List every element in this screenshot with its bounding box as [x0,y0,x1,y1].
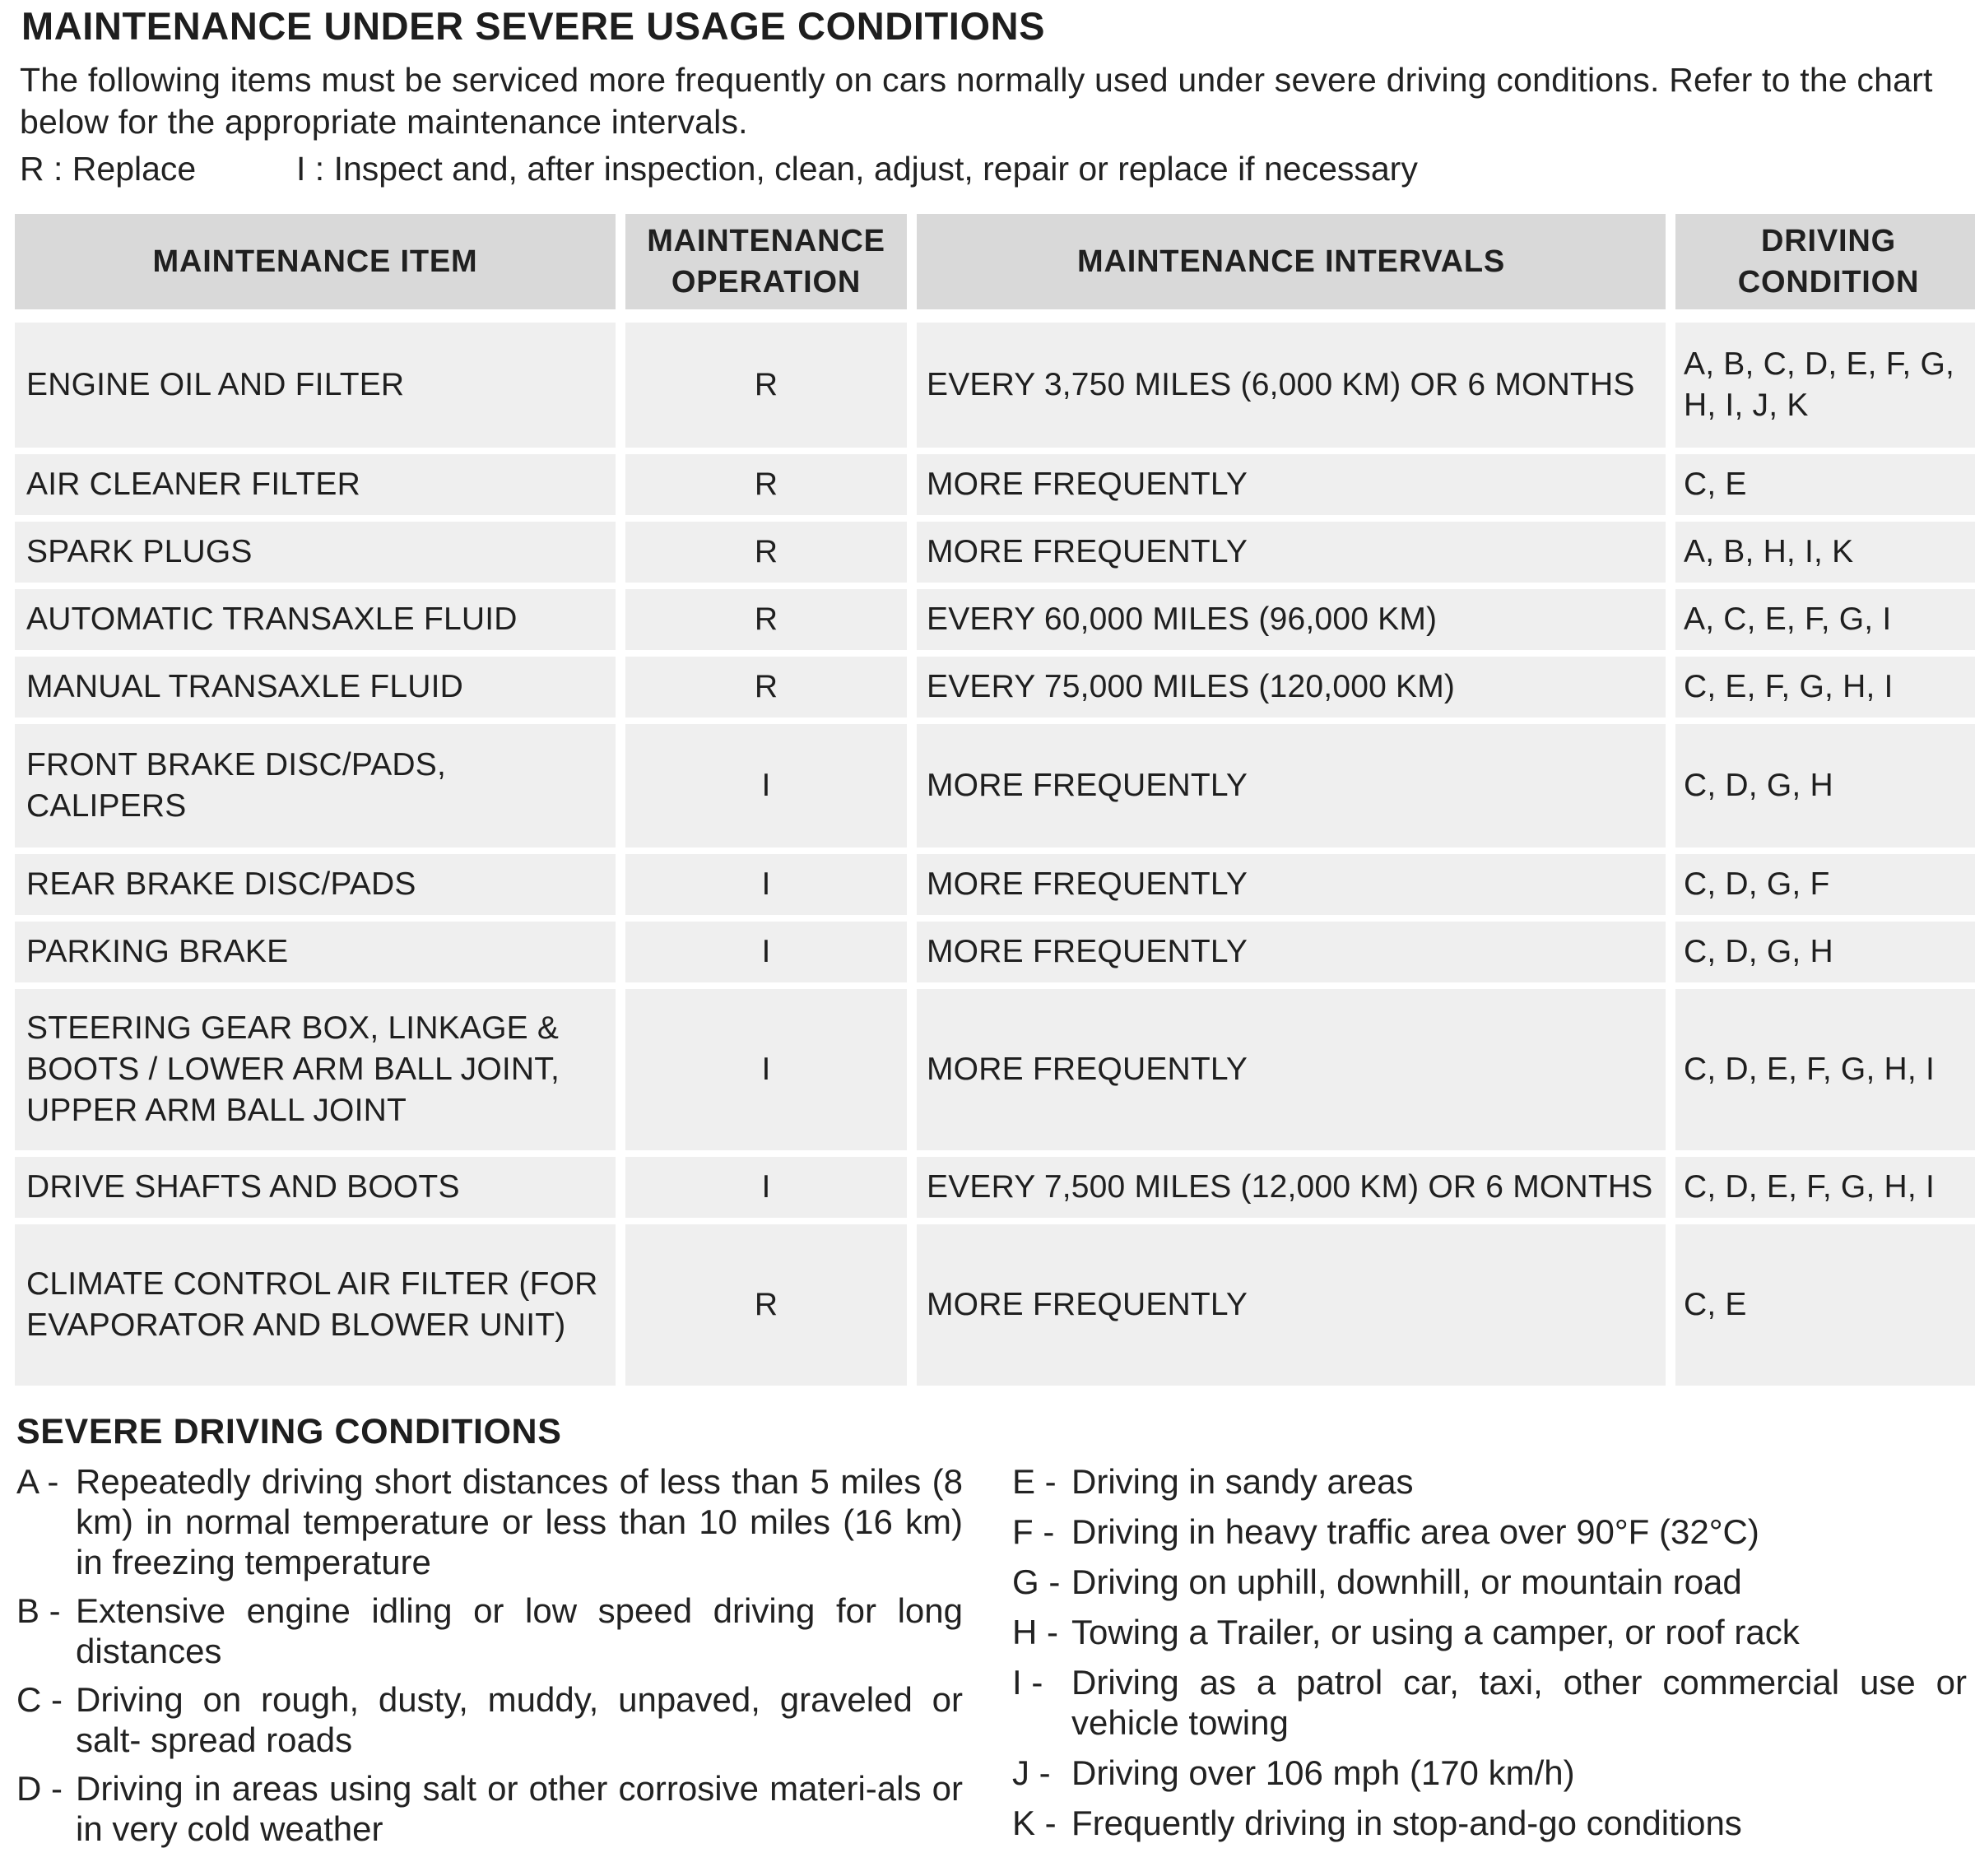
condition-text: Frequently driving in stop-and-go conditions [1071,1804,1742,1842]
cell-interval: MORE FREQUENTLY [917,989,1666,1150]
cell-interval: EVERY 75,000 MILES (120,000 KM) [917,657,1666,717]
severe-conditions-title: SEVERE DRIVING CONDITIONS [16,1412,562,1451]
condition-text: Driving in areas using salt or other corrosive materi-als or in very cold weather [76,1769,963,1848]
cell-condition: C, D, G, F [1675,854,1975,915]
cell-interval: EVERY 3,750 MILES (6,000 KM) OR 6 MONTHS [917,323,1666,448]
page-title: MAINTENANCE UNDER SEVERE USAGE CONDITIONS [21,4,1046,48]
header-maintenance-operation: MAINTENANCE OPERATION [625,214,907,309]
list-item [16,1768,963,1849]
cell-condition: C, D, G, H [1675,724,1975,847]
legend-replace: R : Replace [20,150,197,188]
operation-legend [20,148,1418,189]
cell-item: FRONT BRAKE DISC/PADS, CALIPERS [15,724,616,847]
cell-item: CLIMATE CONTROL AIR FILTER (FOR EVAPORATOR AND BLOWER UNIT) [15,1224,616,1386]
cell-item: SPARK PLUGS [15,522,616,583]
cell-interval: MORE FREQUENTLY [917,854,1666,915]
cell-condition: C, E [1675,1224,1975,1386]
table-row [15,854,1975,915]
list-item [16,1590,963,1671]
condition-text: Driving over 106 mph (170 km/h) [1071,1753,1575,1792]
cell-operation: R [625,1224,907,1386]
cell-operation: I [625,989,907,1150]
list-item [16,1461,963,1582]
table-header-row [15,214,1975,309]
condition-code: F - [1012,1512,1055,1551]
condition-code: C - [16,1680,63,1719]
condition-text: Driving on uphill, downhill, or mountain road [1071,1563,1742,1601]
table-row [15,522,1975,583]
table-row [15,922,1975,982]
condition-code: E - [1012,1462,1057,1501]
cell-item: MANUAL TRANSAXLE FLUID [15,657,616,717]
cell-operation: R [625,522,907,583]
cell-operation: R [625,323,907,448]
cell-interval: EVERY 60,000 MILES (96,000 KM) [917,589,1666,650]
maintenance-table [5,207,1975,1392]
cell-condition: C, D, E, F, G, H, I [1675,989,1975,1150]
condition-code: A - [16,1462,59,1501]
condition-text: Driving in heavy traffic area over 90°F (32°C) [1071,1512,1759,1551]
severe-conditions-left-list [16,1461,963,1857]
header-maintenance-item: MAINTENANCE ITEM [15,214,616,309]
cell-item: PARKING BRAKE [15,922,616,982]
cell-operation: I [625,922,907,982]
table-row [15,1157,1975,1218]
cell-condition: C, E, F, G, H, I [1675,657,1975,717]
table-row [15,657,1975,717]
list-item [1012,1803,1967,1843]
cell-operation: R [625,657,907,717]
cell-interval: MORE FREQUENTLY [917,454,1666,515]
table-row [15,1224,1975,1386]
list-item [1012,1562,1967,1602]
list-item [16,1679,963,1760]
cell-condition: C, D, E, F, G, H, I [1675,1157,1975,1218]
cell-item: STEERING GEAR BOX, LINKAGE & BOOTS / LOWER ARM BALL JOINT, UPPER ARM BALL JOINT [15,989,616,1150]
header-maintenance-intervals: MAINTENANCE INTERVALS [917,214,1666,309]
condition-text: Driving as a patrol car, taxi, other commercial use or vehicle towing [1071,1663,1967,1742]
cell-condition: C, D, G, H [1675,922,1975,982]
cell-item: DRIVE SHAFTS AND BOOTS [15,1157,616,1218]
cell-interval: MORE FREQUENTLY [917,522,1666,583]
condition-text: Extensive engine idling or low speed driving for long distances [76,1591,963,1670]
list-item [1012,1511,1967,1552]
cell-condition: A, C, E, F, G, I [1675,589,1975,650]
condition-code: K - [1012,1804,1057,1842]
list-item [1012,1612,1967,1652]
condition-code: J - [1012,1753,1051,1792]
cell-operation: R [625,454,907,515]
table-row [15,454,1975,515]
table-row [15,989,1975,1150]
condition-text: Driving on rough, dusty, muddy, unpaved, graveled or salt- spread roads [76,1680,963,1759]
cell-interval: MORE FREQUENTLY [917,1224,1666,1386]
condition-code: I - [1012,1663,1043,1702]
cell-item: AIR CLEANER FILTER [15,454,616,515]
cell-condition: A, B, C, D, E, F, G, H, I, J, K [1675,323,1975,448]
cell-item: REAR BRAKE DISC/PADS [15,854,616,915]
cell-operation: I [625,854,907,915]
list-item [1012,1662,1967,1743]
cell-condition: C, E [1675,454,1975,515]
condition-text: Driving in sandy areas [1071,1462,1414,1501]
condition-code: H - [1012,1613,1058,1651]
cell-condition: A, B, H, I, K [1675,522,1975,583]
header-driving-condition: DRIVING CONDITION [1675,214,1975,309]
table-row [15,724,1975,847]
cell-interval: EVERY 7,500 MILES (12,000 KM) OR 6 MONTHS [917,1157,1666,1218]
cell-operation: R [625,589,907,650]
intro-paragraph: The following items must be serviced more frequently on cars normally used under severe driving conditions. Refer to the chart below for the appropriate maintenance intervals. [20,61,1933,141]
condition-code: G - [1012,1563,1061,1601]
severe-conditions-right-list [1012,1461,1967,1853]
condition-text: Towing a Trailer, or using a camper, or roof rack [1071,1613,1800,1651]
condition-text: Repeatedly driving short distances of less than 5 miles (8 km) in normal temperature or less than 10 miles (16 km) in freezing temperature [76,1462,963,1581]
list-item [1012,1461,1967,1502]
cell-operation: I [625,724,907,847]
cell-item: ENGINE OIL AND FILTER [15,323,616,448]
cell-item: AUTOMATIC TRANSAXLE FLUID [15,589,616,650]
list-item [1012,1753,1967,1793]
cell-operation: I [625,1157,907,1218]
table-row [15,589,1975,650]
cell-interval: MORE FREQUENTLY [917,922,1666,982]
condition-code: D - [16,1769,63,1808]
table-row [15,323,1975,448]
condition-code: B - [16,1591,61,1630]
cell-interval: MORE FREQUENTLY [917,724,1666,847]
legend-inspect: I : Inspect and, after inspection, clean, adjust, repair or replace if necessary [296,150,1418,188]
